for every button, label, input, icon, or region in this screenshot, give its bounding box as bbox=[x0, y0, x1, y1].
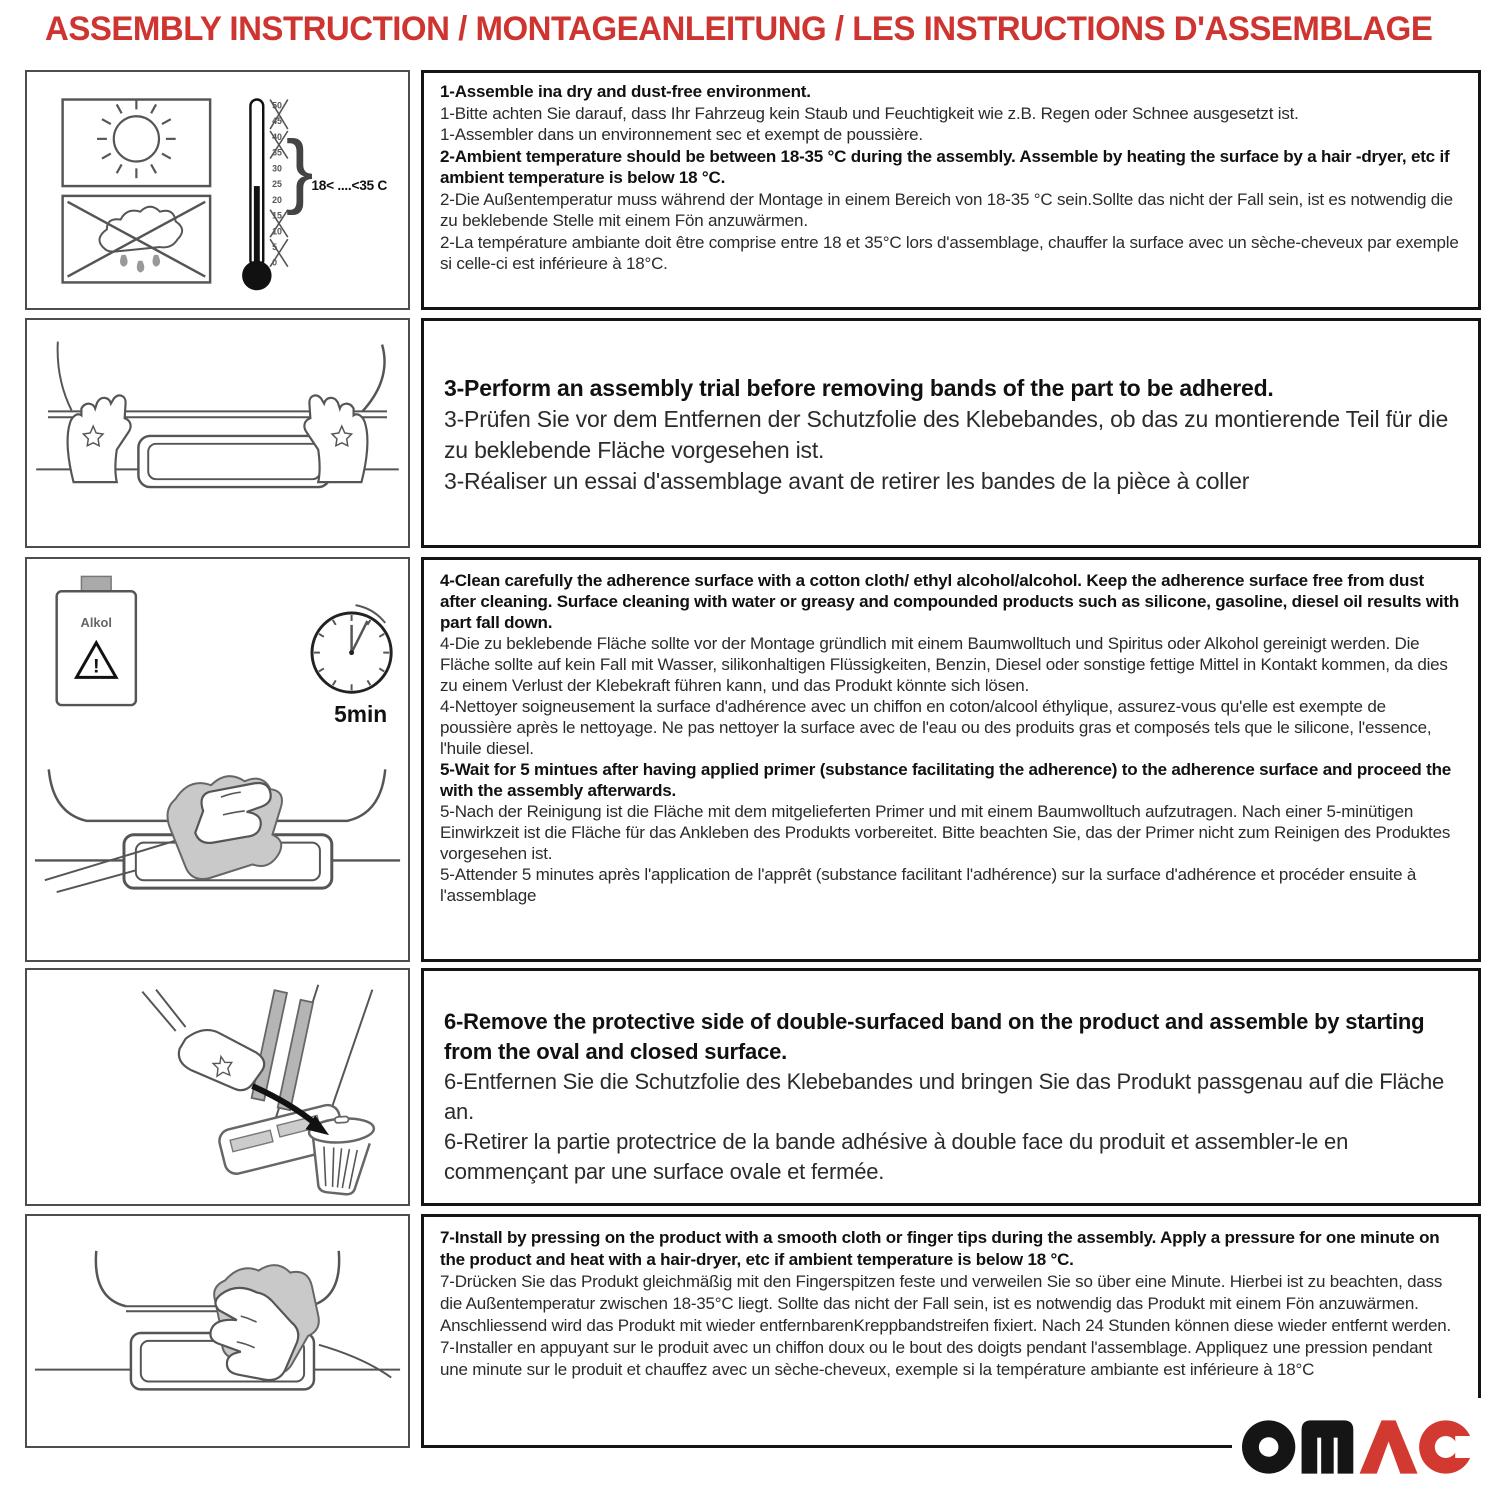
sun-icon bbox=[97, 100, 176, 179]
instructions-step-3 bbox=[421, 318, 1481, 548]
step-1-en: 1-Assemble ina dry and dust-free environment. bbox=[440, 82, 811, 101]
svg-text:0: 0 bbox=[272, 257, 277, 268]
svg-text:40: 40 bbox=[272, 131, 282, 142]
logo-letter-a bbox=[1360, 1420, 1418, 1473]
step-7-en: 7-Install by pressing on the product with a smooth cloth or finger tips during the assembly. Apply a pressure for one minute on the product and heat with a hair-dryer, etc if ambient temperature is below 18 °C. bbox=[440, 1228, 1440, 1269]
illustration-assembly-trial bbox=[25, 318, 410, 548]
instructions-step-1-2 bbox=[421, 70, 1481, 310]
step-6-fr: 6-Retirer la partie protectrice de la bande adhésive à double face du produit et assembler-le en commençant par une surface ovale et fermée. bbox=[444, 1129, 1349, 1184]
clock-icon bbox=[312, 605, 391, 692]
illustration-environment-temperature bbox=[25, 70, 410, 310]
clean-surface-drawing bbox=[27, 559, 408, 960]
step-1-de: 1-Bitte achten Sie darauf, dass Ihr Fahrzeug kein Staub und Feuchtigkeit wie z.B. Regen oder Schnee ausgesetzt ist. bbox=[440, 103, 1299, 123]
svg-text:20: 20 bbox=[272, 194, 282, 205]
svg-text:15: 15 bbox=[272, 210, 282, 221]
step-6-de: 6-Entfernen Sie die Schutzfolie des Klebebandes und bringen Sie das Produkt passgenau auf die Fläche an. bbox=[444, 1069, 1445, 1124]
step-6-en: 6-Remove the protective side of double-surfaced band on the product and assemble by starting from the oval and closed surface. bbox=[444, 1009, 1425, 1064]
step-2-fr: 2-La température ambiante doit être comprise entre 18 et 35°C lors d'assemblage, chauffer la surface avec un sèche-cheveux par exemple si celle-ci est inférieure à 18°C. bbox=[440, 232, 1459, 273]
instructions-step-6 bbox=[421, 968, 1481, 1206]
press-install-drawing bbox=[27, 1216, 408, 1446]
step-7-de: 7-Drücken Sie das Produkt gleichmäßig mit den Fingerspitzen feste und verweilen Sie so über eine Minute. Hierbei ist zu beachten, dass die Außentemperatur zwischen 18-35°C liegt. Sollte das nicht der Fall sein, ist es notwendig das Produkt mit einem Fön anzuwärmen. Anschliessend wird das Produkt mit wieder entfernbarenKreppbandstreifen fixiert. Nach 24 Stunden können diese wieder entfernt werden. bbox=[440, 1272, 1451, 1335]
no-rain-icon bbox=[68, 202, 206, 277]
thermometer-icon bbox=[242, 100, 387, 291]
step-2-de: 2-Die Außentemperatur muss während der Montage in einem Bereich von 18-35 °C sein.Sollte das nicht der Fall sein, ist es notwendig die zu beklebende Stelle mit einem Fön anzuwärmen. bbox=[440, 189, 1453, 230]
pulling-hand-icon bbox=[142, 990, 264, 1091]
svg-text:45: 45 bbox=[272, 116, 282, 127]
illustration-remove-band bbox=[25, 968, 410, 1206]
step-5-fr: 5-Attender 5 minutes après l'application de l'apprêt (substance facilitant l'adhérence) sur la surface d'adhérence et procéder ensuite à l'assemblage bbox=[440, 865, 1417, 905]
svg-text:!: ! bbox=[92, 655, 100, 678]
instructions-step-4-5 bbox=[421, 557, 1481, 962]
svg-text:Alkol: Alkol bbox=[80, 614, 112, 630]
assembly-trial-drawing bbox=[27, 320, 408, 546]
alcohol-bottle-icon bbox=[57, 576, 136, 705]
step-4-en: 4-Clean carefully the adherence surface with a cotton cloth/ ethyl alcohol/alcohol. Keep the adherence surface free from dust after cleaning. Surface cleaning with water or greasy and compounded products such as silicone, gasoline, diesel oil results with part fall down. bbox=[440, 571, 1460, 632]
svg-text:5: 5 bbox=[272, 241, 277, 252]
logo-letter-o bbox=[1242, 1420, 1295, 1473]
step-3-fr: 3-Réaliser un essai d'assemblage avant de retirer les bandes de la pièce à coller bbox=[444, 468, 1250, 494]
step-3-en: 3-Perform an assembly trial before removing bands of the part to be adhered. bbox=[444, 375, 1274, 401]
svg-text:10: 10 bbox=[272, 226, 282, 237]
step-5-en: 5-Wait for 5 mintues after having applied primer (substance facilitating the adherence) to the adherence surface and proceed the with the assembly afterwards. bbox=[440, 760, 1452, 800]
environment-temperature-drawing bbox=[27, 72, 408, 308]
illustration-clean-surface bbox=[25, 557, 410, 962]
omac-logo bbox=[1232, 1398, 1484, 1496]
step-5-de: 5-Nach der Reinigung ist die Fläche mit dem mitgelieferten Primer und mit einem Baumwolltuch aufzutragen. Nach einer 5-minütigen Einwirkzeit ist die Fläche für das Ankleben des Produkts vorbereitet. Bitte beachten Sie, das der Primer nicht zum Reinigen des Produktes vorgesehen ist. bbox=[440, 802, 1451, 863]
svg-text:50: 50 bbox=[272, 100, 282, 111]
step-4-de: 4-Die zu beklebende Fläche sollte vor der Montage gründlich mit einem Baumwolltuch und Spiritus oder Alkohol gereinigt werden. Die Fläche sollte auf kein Fall mit Wasser, silikonhaltigen Flüssigkeiten, Benzin, Diesel oder sonstige fettige Mittel in Kontakt kommen, da dies zu einem Verlust der Klebekraft führen kann, und das Produkt könnte sich lösen. bbox=[440, 634, 1448, 695]
step-1-fr: 1-Assembler dans un environnement sec et exempt de poussière. bbox=[440, 125, 923, 144]
svg-text:35: 35 bbox=[272, 147, 282, 158]
svg-text:25: 25 bbox=[272, 179, 282, 190]
step-4-fr: 4-Nettoyer soigneusement la surface d'adhérence avec un chiffon en coton/alcool éthylique, assurez-vous qu'elle est exempte de poussière après le nettoyage. Ne pas nettoyer la surface avec de l'eau ou des produits gras et composés tels que le silicone, l'essence, l'huile diesel. bbox=[440, 697, 1432, 758]
illustration-press-install bbox=[25, 1214, 410, 1448]
step-2-en: 2-Ambient temperature should be between 18-35 °C during the assembly. Assemble by heating the surface by a hair -dryer, etc if ambient temperature is below 18 °C. bbox=[440, 146, 1450, 187]
svg-text:30: 30 bbox=[272, 163, 282, 174]
step-7-fr: 7-Installer en appuyant sur le produit avec un chiffon doux ou le bout des doigts pendant l'assemblage. Appliquez une pression pendant une minute sur le produit et chauffez avec un sèche-cheveux, exemple si la température ambiante est inférieure à 18°C bbox=[440, 1338, 1433, 1379]
logo-letter-c bbox=[1419, 1420, 1476, 1473]
logo-letter-m bbox=[1302, 1420, 1354, 1473]
brace-glyph: } bbox=[285, 122, 314, 216]
step-3-de: 3-Prüfen Sie vor dem Entfernen der Schutzfolie des Klebebandes, ob das zu montierende Teil für die zu beklebende Fläche vorgesehen ist. bbox=[444, 406, 1449, 463]
remove-band-drawing bbox=[27, 970, 408, 1204]
temperature-range-label: 18< ....<35 C bbox=[311, 178, 388, 193]
page-title: ASSEMBLY INSTRUCTION / MONTAGEANLEITUNG / LES INSTRUCTIONS D'ASSEMBLAGE bbox=[45, 10, 1433, 48]
wait-time-label: 5min bbox=[334, 700, 388, 727]
omac-logo-graphic bbox=[1240, 1418, 1476, 1476]
